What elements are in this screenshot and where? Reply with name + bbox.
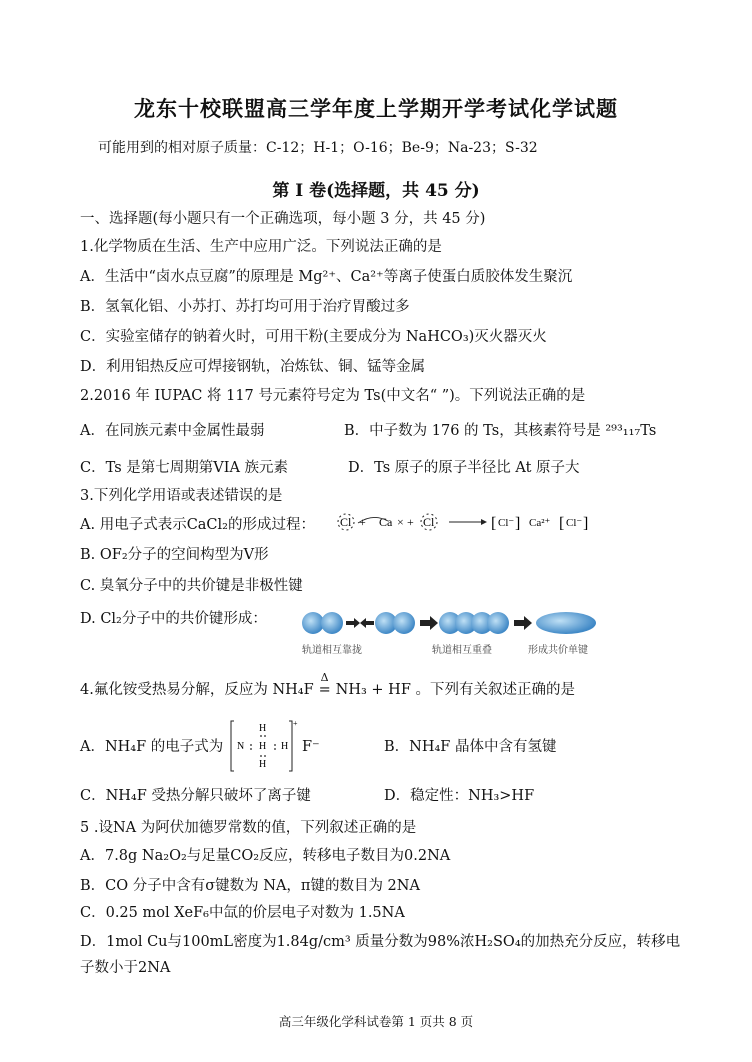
q2-option-b: B．中子数为 176 的 Ts，其核素符号是 ²⁹³₁₁₇Ts: [344, 423, 657, 439]
q1-stem: 1.化学物质在生活、生产中应用广泛。下列说法正确的是: [80, 239, 442, 255]
nh4-h-right: H: [281, 741, 289, 752]
svg-text:]: ]: [583, 515, 589, 532]
q3-stem: 3.下列化学用语或表述错误的是: [80, 488, 283, 504]
exam-title: 龙东十校联盟高三学年度上学期开学考试化学试题: [134, 96, 618, 121]
q1-option-a: A．生活中“卤水点豆腐”的原理是 Mg²⁺、Ca²⁺等离子使蛋白质胶体发生聚沉: [80, 269, 573, 285]
q5-stem: 5 .设NA 为阿伏加德罗常数的值，下列叙述正确的是: [80, 820, 417, 836]
nh4-h-bottom: H: [259, 759, 267, 770]
q2-option-d: D．Ts 原子的原子半径比 At 原子大: [348, 460, 580, 476]
svg-text:+: +: [359, 515, 366, 529]
q2-stem: 2.2016 年 IUPAC 将 117 号元素符号定为 Ts(中文名“ ”)。下列说法正确的是: [80, 388, 586, 404]
q4-stem-part2: NH₃ + HF 。下列有关叙述正确的是: [335, 682, 575, 698]
q5-option-c: C．0.25 mol XeF₆中氙的价层电子对数为 1.5NA: [80, 905, 405, 921]
formula-cl-left: Cl: [340, 515, 352, 529]
cacl2-formation-diagram: [333, 509, 603, 535]
q3-option-b: B. OF₂分子的空间构型为V形: [80, 547, 269, 563]
section-title: 第 I 卷(选择题，共 45 分): [272, 181, 480, 201]
q4-option-c: C．NH₄F 受热分解只破坏了离子键: [80, 788, 311, 804]
formula-ca-ion: Ca²⁺: [529, 517, 551, 529]
q2-option-c: C．Ts 是第七周期第VIA 族元素: [80, 460, 289, 476]
orbital-overlap-diagram: [300, 609, 600, 661]
orbital-label-overlap: 轨道相互重叠: [432, 645, 492, 656]
page-footer: 高三年级化学科试卷第 1 页共 8 页: [278, 1014, 474, 1029]
nh4-h-left: N: [237, 741, 245, 752]
atomic-masses: 可能用到的相对原子质量：C-12；H-1；O-16；Be-9；Na-23；S-32: [98, 140, 538, 156]
q3-option-a: A. 用电子式表示CaCl₂的形成过程：: [80, 517, 315, 533]
q1-option-b: B．氢氧化铝、小苏打、苏打均可用于治疗胃酸过多: [80, 299, 410, 315]
instructions: 一、选择题(每小题只有一个正确选项，每小题 3 分，共 45 分): [80, 211, 486, 227]
q4-stem: [80, 671, 575, 700]
nh4-charge: +: [293, 719, 298, 728]
q4-stem-part1: 4.氟化铵受热易分解，反应为 NH₄F: [80, 682, 314, 698]
q2-option-a: A．在同族元素中金属性最弱: [80, 423, 265, 439]
formula-cl-ion-1: Cl⁻: [498, 517, 515, 529]
svg-text:×: ×: [397, 515, 404, 529]
orbital-label-approach: 轨道相互靠拢: [302, 645, 362, 656]
nh4-electron-formula: [229, 718, 299, 774]
formula-ca: Ca: [379, 515, 393, 529]
q4-option-a-fluoride: F⁻: [302, 739, 320, 755]
heat-delta: Δ: [320, 671, 329, 684]
orbital-label-bond: 形成共价单键: [528, 645, 588, 656]
q5-option-a: A．7.8g Na₂O₂与足量CO₂反应，转移电子数目为0.2NA: [80, 848, 451, 864]
heat-equals-sign: Δ =: [314, 680, 336, 700]
svg-text:[: [: [559, 515, 565, 532]
q4-option-b: B．NH₄F 晶体中含有氢键: [384, 739, 557, 755]
formula-cl-right: Cl: [423, 515, 435, 529]
q3-option-d: D. Cl₂分子中的共价键形成：: [80, 611, 267, 627]
svg-text:[: [: [491, 515, 497, 532]
formula-cl-ion-2: Cl⁻: [566, 517, 583, 529]
nh4-h-top: H: [259, 723, 267, 734]
svg-text:+: +: [407, 515, 414, 529]
q5-option-d-line2: 子数小于2NA: [80, 960, 171, 976]
q5-option-b: B．CO 分子中含有σ键数为 NA，π键的数目为 2NA: [80, 878, 420, 894]
q4-option-a: A．NH₄F 的电子式为: [80, 739, 224, 755]
svg-text:]: ]: [515, 515, 521, 532]
q5-option-d-line1: D．1mol Cu与100mL密度为1.84g/cm³ 质量分数为98%浓H₂SO₄的加热充分反应，转移电: [80, 934, 681, 950]
nh4-n: H: [259, 741, 267, 752]
q1-option-c: C．实验室储存的钠着火时，可用干粉(主要成分为 NaHCO₃)灭火器灭火: [80, 329, 547, 345]
q1-option-d: D．利用铝热反应可焊接钢轨，冶炼钛、铜、锰等金属: [80, 359, 426, 375]
q4-option-d: D．稳定性：NH₃>HF: [384, 788, 535, 804]
q3-option-c: C. 臭氧分子中的共价键是非极性键: [80, 578, 303, 594]
